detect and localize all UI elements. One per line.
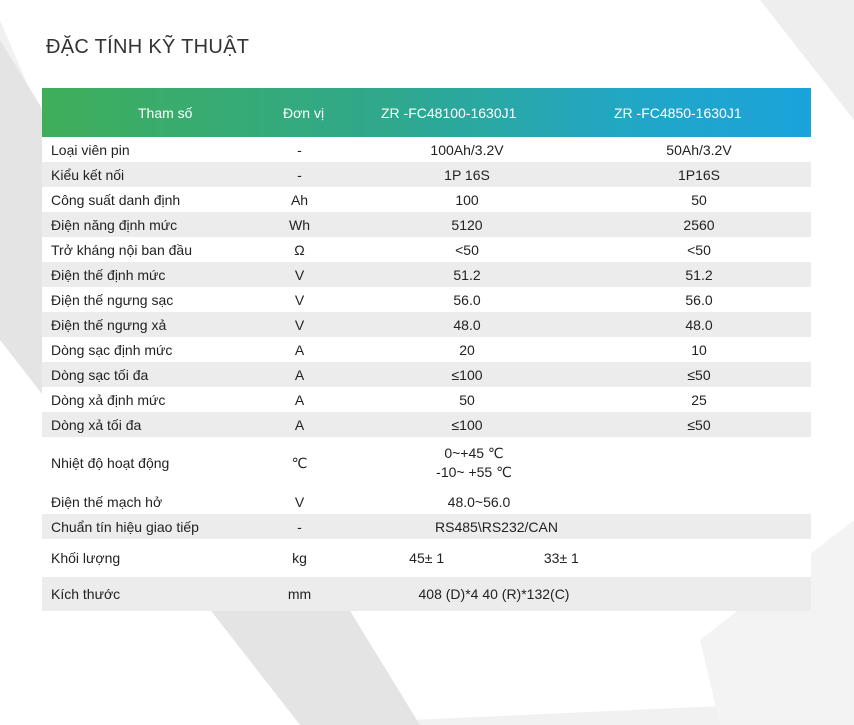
row-value-a: <50 (347, 237, 587, 262)
row-value-a: 100Ah/3.2V (347, 137, 587, 162)
row-name: Điện thế định mức (42, 262, 252, 287)
table-row-dimensions (42, 577, 811, 611)
row-unit: - (252, 514, 347, 539)
row-name: Công suất danh định (42, 187, 252, 212)
table-row-ocv (42, 489, 811, 514)
row-value-b: 25 (587, 387, 811, 412)
row-merged-value: 48.0~56.0 (347, 489, 811, 514)
table-row (42, 312, 811, 337)
weight-value-a: 45± 1 (409, 550, 445, 566)
row-name: Khối lượng (42, 539, 252, 577)
row-unit: - (252, 162, 347, 187)
row-unit: Wh (252, 212, 347, 237)
row-value-a: 1P 16S (347, 162, 587, 187)
row-unit: mm (252, 577, 347, 611)
row-name: Điện thế mạch hở (42, 489, 252, 514)
header-param: Tham số (138, 104, 193, 121)
row-name: Điện năng định mức (42, 212, 252, 237)
table-row (42, 237, 811, 262)
row-value-a: ≤100 (347, 412, 587, 437)
table-row (42, 137, 811, 162)
table-row (42, 362, 811, 387)
row-name: Điện thế ngưng xả (42, 312, 252, 337)
row-name: Dòng xả tối đa (42, 412, 252, 437)
row-merged-value (347, 539, 811, 577)
row-value-a: 20 (347, 337, 587, 362)
table-row-weight (42, 539, 811, 577)
weight-values (409, 550, 579, 566)
table-row (42, 162, 811, 187)
table-row (42, 387, 811, 412)
table-row-temperature (42, 437, 811, 489)
row-value-a: 5120 (347, 212, 587, 237)
row-merged-value: 408 (D)*4 40 (R)*132(C) (347, 577, 811, 611)
page-title: ĐẶC TÍNH KỸ THUẬT (46, 36, 250, 58)
row-value-b: 10 (587, 337, 811, 362)
row-unit: A (252, 337, 347, 362)
row-unit: A (252, 387, 347, 412)
spec-table (42, 88, 811, 611)
row-unit: V (252, 262, 347, 287)
table-row (42, 187, 811, 212)
row-value-b: 50 (587, 187, 811, 212)
row-unit: kg (252, 539, 347, 577)
row-name: Dòng xả định mức (42, 387, 252, 412)
row-value-b: 48.0 (587, 312, 811, 337)
row-value-b: 2560 (587, 212, 811, 237)
temperature-range (347, 437, 811, 489)
row-merged-value: RS485\RS232/CAN (347, 514, 811, 539)
row-name: Trở kháng nội ban đầu (42, 237, 252, 262)
row-unit: ℃ (252, 437, 347, 489)
row-name: Kiểu kết nối (42, 162, 252, 187)
table-header-row (42, 88, 811, 137)
temperature-charge-range: 0~+45 ℃ (444, 445, 504, 461)
row-name: Nhiệt độ hoạt động (42, 437, 252, 489)
temperature-discharge-range: -10~ +55 ℃ (436, 464, 512, 480)
row-unit: - (252, 137, 347, 162)
row-value-b: ≤50 (587, 412, 811, 437)
row-value-a: 51.2 (347, 262, 587, 287)
table-row (42, 262, 811, 287)
table-row (42, 412, 811, 437)
row-value-b: 51.2 (587, 262, 811, 287)
row-unit: Ω (252, 237, 347, 262)
row-value-b: 56.0 (587, 287, 811, 312)
header-model-a: ZR -FC48100-1630J1 (381, 104, 517, 121)
row-value-b: 1P16S (587, 162, 811, 187)
table-row (42, 337, 811, 362)
row-value-a: 48.0 (347, 312, 587, 337)
table-row-communication (42, 514, 811, 539)
row-name: Kích thước (42, 577, 252, 611)
row-name: Điện thế ngưng sạc (42, 287, 252, 312)
row-name: Chuẩn tín hiệu giao tiếp (42, 514, 252, 539)
row-value-b: <50 (587, 237, 811, 262)
row-name: Dòng sạc tối đa (42, 362, 252, 387)
row-unit: A (252, 362, 347, 387)
row-unit: V (252, 489, 347, 514)
row-unit: Ah (252, 187, 347, 212)
row-value-a: 56.0 (347, 287, 587, 312)
table-row (42, 287, 811, 312)
header-unit: Đơn vị (283, 104, 325, 121)
row-name: Dòng sạc định mức (42, 337, 252, 362)
row-value-a: 100 (347, 187, 587, 212)
header-model-b: ZR -FC4850-1630J1 (614, 104, 742, 121)
row-value-b: ≤50 (587, 362, 811, 387)
row-value-b: 50Ah/3.2V (587, 137, 811, 162)
row-unit: A (252, 412, 347, 437)
row-value-a: 50 (347, 387, 587, 412)
row-value-a: ≤100 (347, 362, 587, 387)
weight-value-b: 33± 1 (543, 550, 579, 566)
table-row (42, 212, 811, 237)
row-name: Loại viên pin (42, 137, 252, 162)
row-unit: V (252, 287, 347, 312)
row-unit: V (252, 312, 347, 337)
